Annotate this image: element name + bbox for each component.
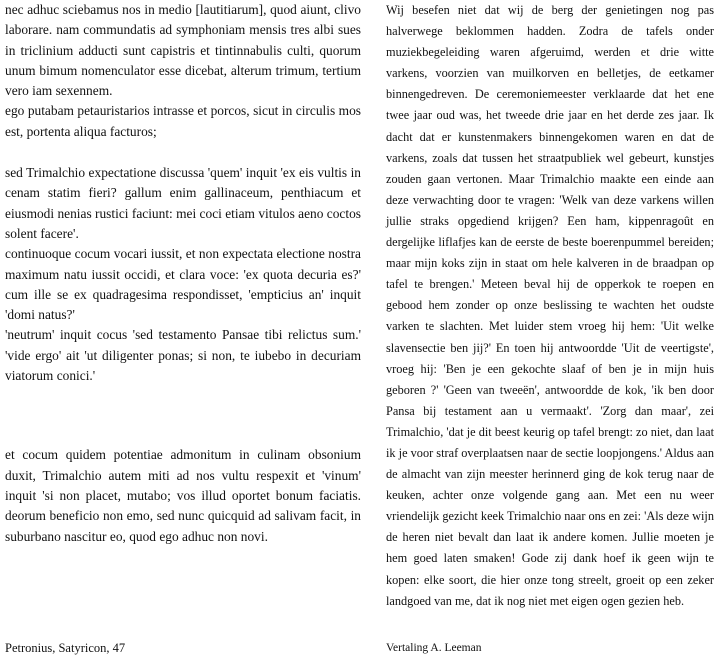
dutch-translation-text: Wij besefen niet dat wij de berg der genietingen nog pas halverwege beklommen hadden. Zodra de tafels onder muziekbegeleiding waren afgeruimd, werden et drie witte varkens, voorzien van muilkorven en belletjes, de eetkamer binnengedreven. De ceremoniemeester verklaarde dat het ene twee jaar oud was, het tweede drie jaar en het derde zes jaar. Ik dacht dat er kunstenmakers binnengekomen waren en dat de varkens, zoals dat tussen het straatpubliek wel gebeurt, kunstjes zouden gaan vertonen. Maar Trimalchio maakte een einde aan deze verwachting door te vragen: 'Welk van deze varkens willen jullie straks opgediend krijgen? Een ham, kippenragoût en dergelijke liflafjes kan de eerste de beste boerenpummel bereiden; maar mijn koks zijn in staat om hele kalveren in de braadpan op tafel te brengen.' Meteen beval hij de opperkok te roepen en gebood hem zonder op onze beslissing te wachten het oudste varken te slachten. Met luider stem vroeg hij hem: 'Uit welke slavensectie ben jij?' En toen hij antwoordde 'Uit de veertigste', vroeg hij: 'Ben je een gekochte slaaf of ben je in mijn huis geboren ?' 'Geen van tweeën', antwoordde de kok, 'ik ben door Pansa bij testament aan u vermaakt'. 'Zorg dan maar', zei Trimalchio, 'dat je dit beest keurig op tafel brengt: zo niet, dan laat ik je voor straf overplaatsen naar de sectie loopjongens.' Aldus aan de almacht van zijn meester herinnerd ging de kok terug naar de keuken, achter onze volgende gang aan. Met een nu weer vriendelijk gezicht keek Trimalchio naar ons en zei: 'Als deze wijn de heren niet bevalt dan laat ik andere komen. Jullie moeten je hem goed laten smaken! Gode zij dank hoef ik geen wijn te kopen: elke soort, die hier onze tong streelt, groeit op een zeker landgoed van me, dat ik nog niet met eigen ogen gezien heb.	[386, 3, 714, 608]
latin-paragraph-6: et cocum quidem potentiae admonitum in culinam obsonium duxit, Trimalchio autem miti ad nos vultu respexit et 'vinum' inquit 'si non placet, mutabo; vos illud oportet bonum faciatis. deorum beneficio non emo, sed nunc quicquid ad salivam facit, in suburbano nascitur eo, quod ego adhuc non novi.	[5, 447, 361, 544]
latin-text-column	[5, 0, 361, 547]
dutch-translation-column	[386, 0, 714, 612]
paragraph-gap	[5, 142, 361, 163]
latin-paragraph-2: ego putabam petauristarios intrasse et porcos, sicut in circulis mos est, portenta aliqua facturos;	[5, 103, 361, 139]
latin-source-citation: Petronius, Satyricon, 47	[5, 641, 126, 655]
latin-paragraph-1: nec adhuc sciebamus nos in medio [lautitiarum], quod aiunt, clivo laborare. nam commundatis ad symphoniam mensis tres albi sues in triclinium adducti sunt capistris et tintinnabulis culti, quorum unum bimum nomenculator esse dicebat, alterum trimum, tertium vero iam sexennem.	[5, 2, 361, 99]
paragraph-gap	[5, 386, 361, 445]
latin-paragraph-4: continuoque cocum vocari iussit, et non expectata electione nostra maximum natu iussit occidi, et clara voce: 'ex quota decuria es?' cum ille se ex quadragesima respondisset, 'empticius an' inquit 'domi natus?'	[5, 246, 361, 323]
latin-paragraph-3: sed Trimalchio expectatione discussa 'quem' inquit 'ex eis vultis in cenam statim fieri? gallum enim gallinaceum, penthiacum et eiusmodi nenias rustici faciunt: mei coci etiam vitulos aeno coctos solent facere'.	[5, 165, 361, 241]
translation-credit: Vertaling A. Leeman	[386, 642, 482, 654]
latin-paragraph-5: 'neutrum' inquit cocus 'sed testamento Pansae tibi relictus sum.' 'vide ergo' ait 'ut diligenter ponas; si non, te iubebo in decuriam viatorum conici.'	[5, 327, 361, 384]
